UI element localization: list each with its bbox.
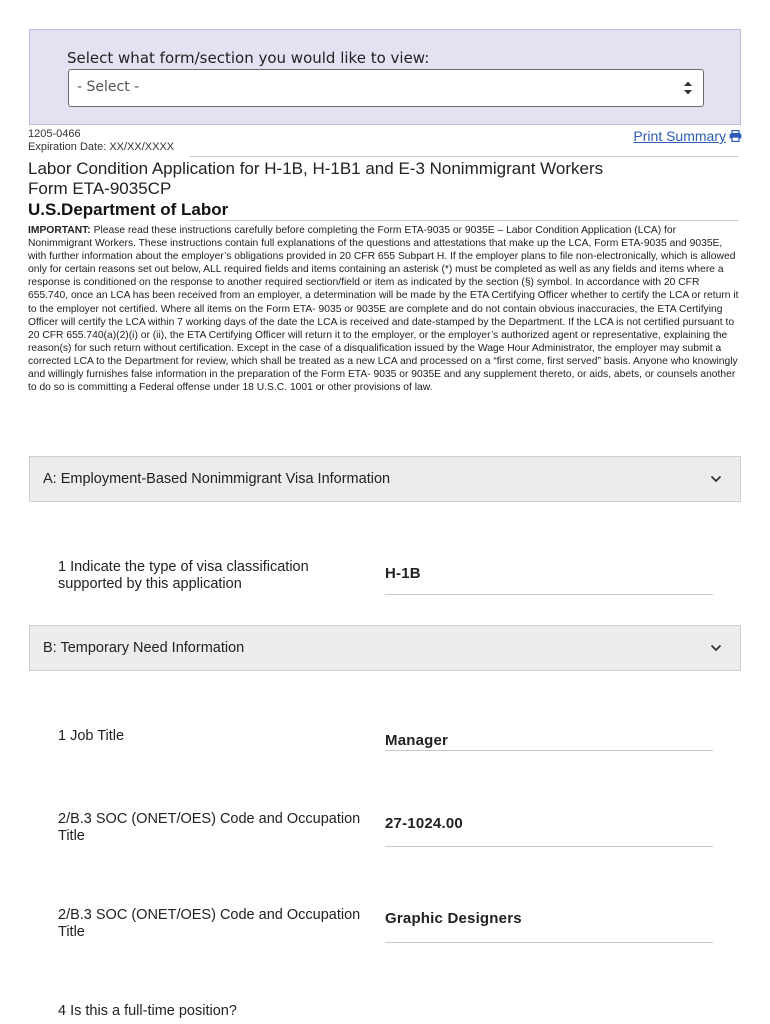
form-section-select[interactable]: [68, 69, 704, 107]
select-caret-icon: [683, 80, 693, 96]
print-summary-label: Print Summary: [633, 128, 726, 144]
title-divider: [190, 220, 738, 221]
answer-underline: [385, 942, 713, 943]
answer-value: Manager: [385, 732, 449, 749]
section-a-header[interactable]: [29, 456, 741, 502]
section-a-title: A: Employment-Based Nonimmigrant Visa Information: [43, 471, 391, 487]
print-summary-link[interactable]: [633, 128, 742, 144]
question-label: 1 Indicate the type of visa classification supported by this application: [58, 559, 309, 592]
printer-icon: [729, 130, 742, 142]
question-label: 1 Job Title: [58, 728, 125, 744]
chevron-down-icon: [710, 474, 722, 484]
form-title: Labor Condition Application for H-1B, H-1B1 and E-3 Nonimmigrant Workers: [28, 159, 604, 178]
header-divider: [190, 156, 738, 157]
important-lead: IMPORTANT:: [28, 225, 91, 236]
form-section-selector-panel: [29, 29, 741, 125]
important-text: Please read these instructions carefully before completing the Form ETA-9035 or 9035E – Labor Condition Application (LCA) for Nonimmigrant Workers. These instructions contain full explanations of the questions and attestations that make up the LCA, Form ETA-9035 and 9035E, with further information about the employer’s obligations provided in 20 CFR 655 Subpart H. If the employer plans to file non-electronically, which is allowed only for certain reasons set out below, ALL required fields and items containing an asterisk (*) must be completed as well as any fields and items where a response is conditioned on the response to another required section/field or item as indicated by the section (§) symbol. In accordance with 20 CFR 655.740, once an LCA has been received from an employer, a determination will be made by the ETA Certifying Officer whether to certify the LCA or return it to the employer not certified. Where all items on the Form ETA- 9035 or 9035E are complete and do not contain obvious inaccuracies, the ETA Certifying Officer will certify the LCA within 7 working days of the date the LCA is received and date-stamped by the Department. If the LCA is not certified pursuant to 20 CFR 655.740(a)(2)(i) or (ii), the ETA Certifying Officer will return it to the employer, or the employer’s authorized agent or representative, explaining the reason(s) for such return without certification. Except in the case of a disqualification issued by the Wage Hour Administrator, the employer may submit a corrected LCA to the Department for review, which shall be treated as a new LCA and processed on a “first come, first served” basis. Anyone who knowingly and willingly furnishes false information in the preparation of the Form ETA- 9035 or 9035E and any supplement thereto, or aids, abets, or counsels another to do so is committing a Federal offense under 18 U.S.C. 1001 or other provisions of law.: [28, 225, 739, 394]
answer-underline: [385, 750, 713, 751]
answer-value: Graphic Designers: [385, 910, 522, 927]
chevron-down-icon: [710, 643, 722, 653]
important-notice: [28, 224, 742, 394]
department-name: U.S.Department of Labor: [28, 200, 229, 219]
question-label: 4 Is this a full-time position?: [58, 1003, 237, 1019]
section-b-header[interactable]: [29, 625, 741, 671]
answer-value: H-1B: [385, 565, 421, 582]
answer-underline: [385, 846, 713, 847]
selector-label: Select what form/section you would like to view:: [67, 49, 430, 67]
form-number: Form ETA-9035CP: [28, 179, 172, 198]
answer-value: 27-1024.00: [385, 815, 463, 832]
expiration-date: Expiration Date: XX/XX/XXXX: [28, 141, 175, 153]
section-b-title: B: Temporary Need Information: [43, 640, 245, 656]
answer-underline: [385, 594, 713, 595]
omb-number: 1205-0466: [28, 128, 81, 140]
question-label: 2/B.3 SOC (ONET/OES) Code and Occupation Title: [58, 811, 361, 844]
question-label: 2/B.3 SOC (ONET/OES) Code and Occupation Title: [58, 907, 361, 940]
select-value: - Select -: [77, 79, 140, 95]
omb-info: [28, 128, 174, 154]
